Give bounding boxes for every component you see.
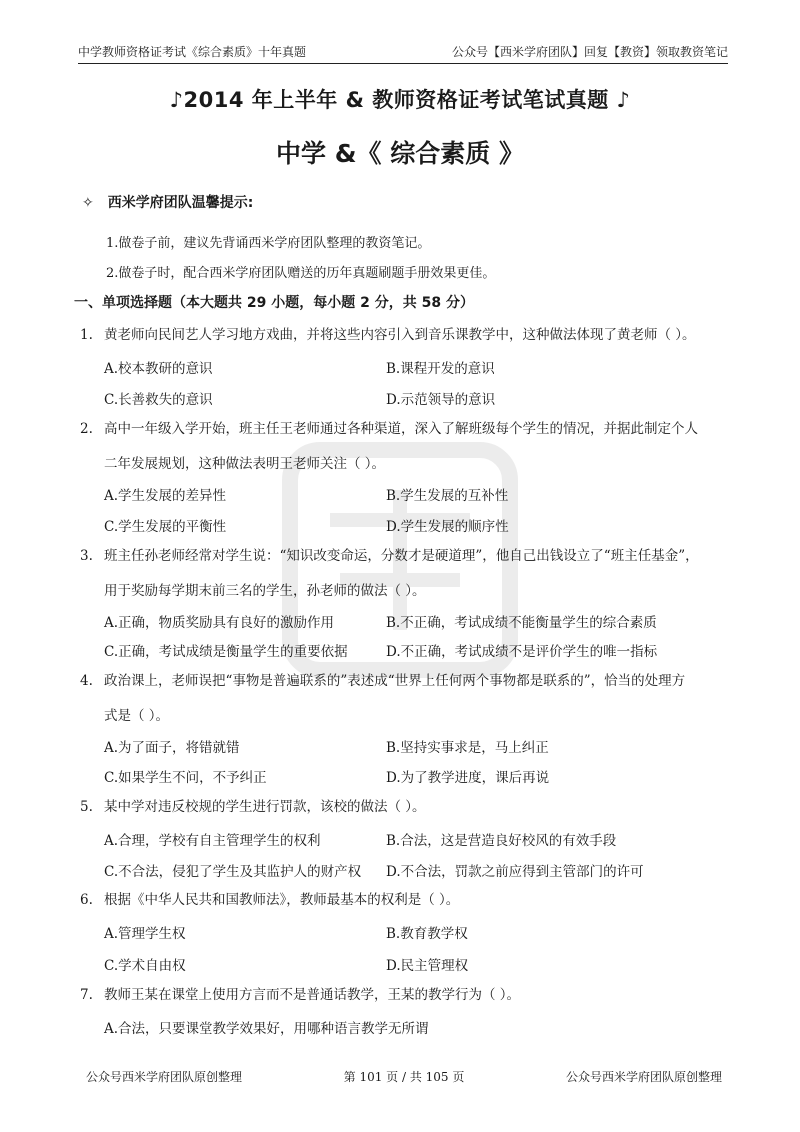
page-number: 第 101 页 / 共 105 页 (343, 1070, 465, 1084)
question-4: 4. 政治课上，老师误把“事物是普遍联系的”表述成“世界上任何两个事物都是联系的”，恰当的处理方 (80, 673, 686, 689)
question-text: 黄老师向民间艺人学习地方戏曲，并将这些内容引入到音乐课教学中，这种做法体现了黄老师（ ）。 (104, 327, 696, 343)
question-text-cont: 用于奖励每学期末前三名的学生，孙老师的做法（ ）。 (104, 583, 426, 599)
option-b: B.坚持实事求是，马上纠正 (386, 740, 549, 756)
question-text: 班主任孙老师经常对学生说：“知识改变命运，分数才是硬道理”，他自己出钱设立了“班主任基金”， (104, 548, 699, 564)
question-text: 根据《中华人民共和国教师法》，教师最基本的权利是（ ）。 (104, 892, 460, 908)
option-a: A.正确，物质奖励具有良好的激励作用 (104, 615, 335, 631)
document-title: ♪2014 年上半年 & 教师资格证考试笔试真题 ♪ (169, 88, 631, 112)
option-b: B.不正确，考试成绩不能衡量学生的综合素质 (386, 615, 657, 631)
option-a: A.校本教研的意识 (104, 361, 213, 377)
footer-right: 公众号西米学府团队原创整理 (565, 1070, 722, 1084)
question-6: 6. 根据《中华人民共和国教师法》，教师最基本的权利是（ ）。 (80, 892, 460, 908)
tips-heading-text: 西米学府团队温馨提示: (107, 195, 254, 211)
option-b: B.教育教学权 (386, 926, 468, 942)
question-text-cont: 二年发展规划，这种做法表明王老师关注（ ）。 (104, 456, 386, 472)
question-text: 高中一年级入学开始，班主任王老师通过各种渠道，深入了解班级每个学生的情况，并据此制定个人 (104, 421, 698, 437)
option-d: D.民主管理权 (386, 958, 469, 974)
option-d: D.不正确，考试成绩不是评价学生的唯一指标 (386, 644, 658, 660)
option-a: A.合理，学校有自主管理学生的权利 (104, 833, 321, 849)
option-c: C.如果学生不问，不予纠正 (104, 770, 267, 786)
option-d: D.不合法，罚款之前应得到主管部门的许可 (386, 864, 644, 880)
footer-left: 公众号西米学府团队原创整理 (86, 1070, 243, 1084)
tip-item: 2.做卷子时，配合西米学府团队赠送的历年真题刷题手册效果更佳。 (106, 266, 496, 281)
option-d: D.学生发展的顺序性 (386, 519, 509, 535)
section-heading: 一、单项选择题（本大题共 29 小题，每小题 2 分，共 58 分） (74, 295, 474, 311)
question-7: 7. 教师王某在课堂上使用方言而不是普通话教学，王某的教学行为（ ）。 (80, 987, 521, 1003)
question-text: 某中学对违反校规的学生进行罚款，该校的做法（ ）。 (104, 799, 426, 815)
question-2: 2. 高中一年级入学开始，班主任王老师通过各种渠道，深入了解班级每个学生的情况，并据此制定个人 (80, 421, 698, 437)
page-header (78, 40, 728, 64)
option-c: C.学生发展的平衡性 (104, 519, 227, 535)
option-b: B.合法，这是营造良好校风的有效手段 (386, 833, 617, 849)
option-c: C.长善救失的意识 (104, 392, 213, 408)
option-a: A.学生发展的差异性 (104, 488, 227, 504)
option-d: D.示范领导的意识 (386, 392, 496, 408)
question-5: 5. 某中学对违反校规的学生进行罚款，该校的做法（ ）。 (80, 799, 426, 815)
option-a: A.管理学生权 (104, 926, 186, 942)
option-c: C.正确，考试成绩是衡量学生的重要依据 (104, 644, 348, 660)
question-1: 1. 黄老师向民间艺人学习地方戏曲，并将这些内容引入到音乐课教学中，这种做法体现了黄老师（ ）。 (80, 327, 696, 343)
question-text: 教师王某在课堂上使用方言而不是普通话教学，王某的教学行为（ ）。 (104, 987, 521, 1003)
option-a: A.合法，只要课堂教学效果好，用哪种语言教学无所谓 (104, 1021, 429, 1037)
page-footer (86, 1068, 722, 1085)
option-d: D.为了教学进度，课后再说 (386, 770, 550, 786)
question-text: 政治课上，老师误把“事物是普遍联系的”表述成“世界上任何两个事物都是联系的”，恰当的处理方 (104, 673, 686, 689)
option-c: C.学术自由权 (104, 958, 186, 974)
option-a: A.为了面子，将错就错 (104, 740, 240, 756)
option-b: B.课程开发的意识 (386, 361, 495, 377)
option-c: C.不合法，侵犯了学生及其监护人的财产权 (104, 864, 362, 880)
question-3: 3. 班主任孙老师经常对学生说：“知识改变命运，分数才是硬道理”，他自己出钱设立了“班主任基金”， (80, 548, 699, 564)
document-subtitle: 中学 &《 综合素质 》 (276, 139, 524, 168)
header-right: 公众号【西米学府团队】回复【教资】领取教资笔记 (451, 45, 728, 59)
tip-item: 1.做卷子前，建议先背诵西米学府团队整理的教资笔记。 (106, 236, 431, 251)
question-text-cont: 式是（ ）。 (104, 708, 170, 724)
option-b: B.学生发展的互补性 (386, 488, 509, 504)
tips-heading (82, 192, 253, 212)
header-left: 中学教师资格证考试《综合素质》十年真题 (78, 45, 307, 59)
diamond-icon: ✧ (82, 195, 94, 211)
